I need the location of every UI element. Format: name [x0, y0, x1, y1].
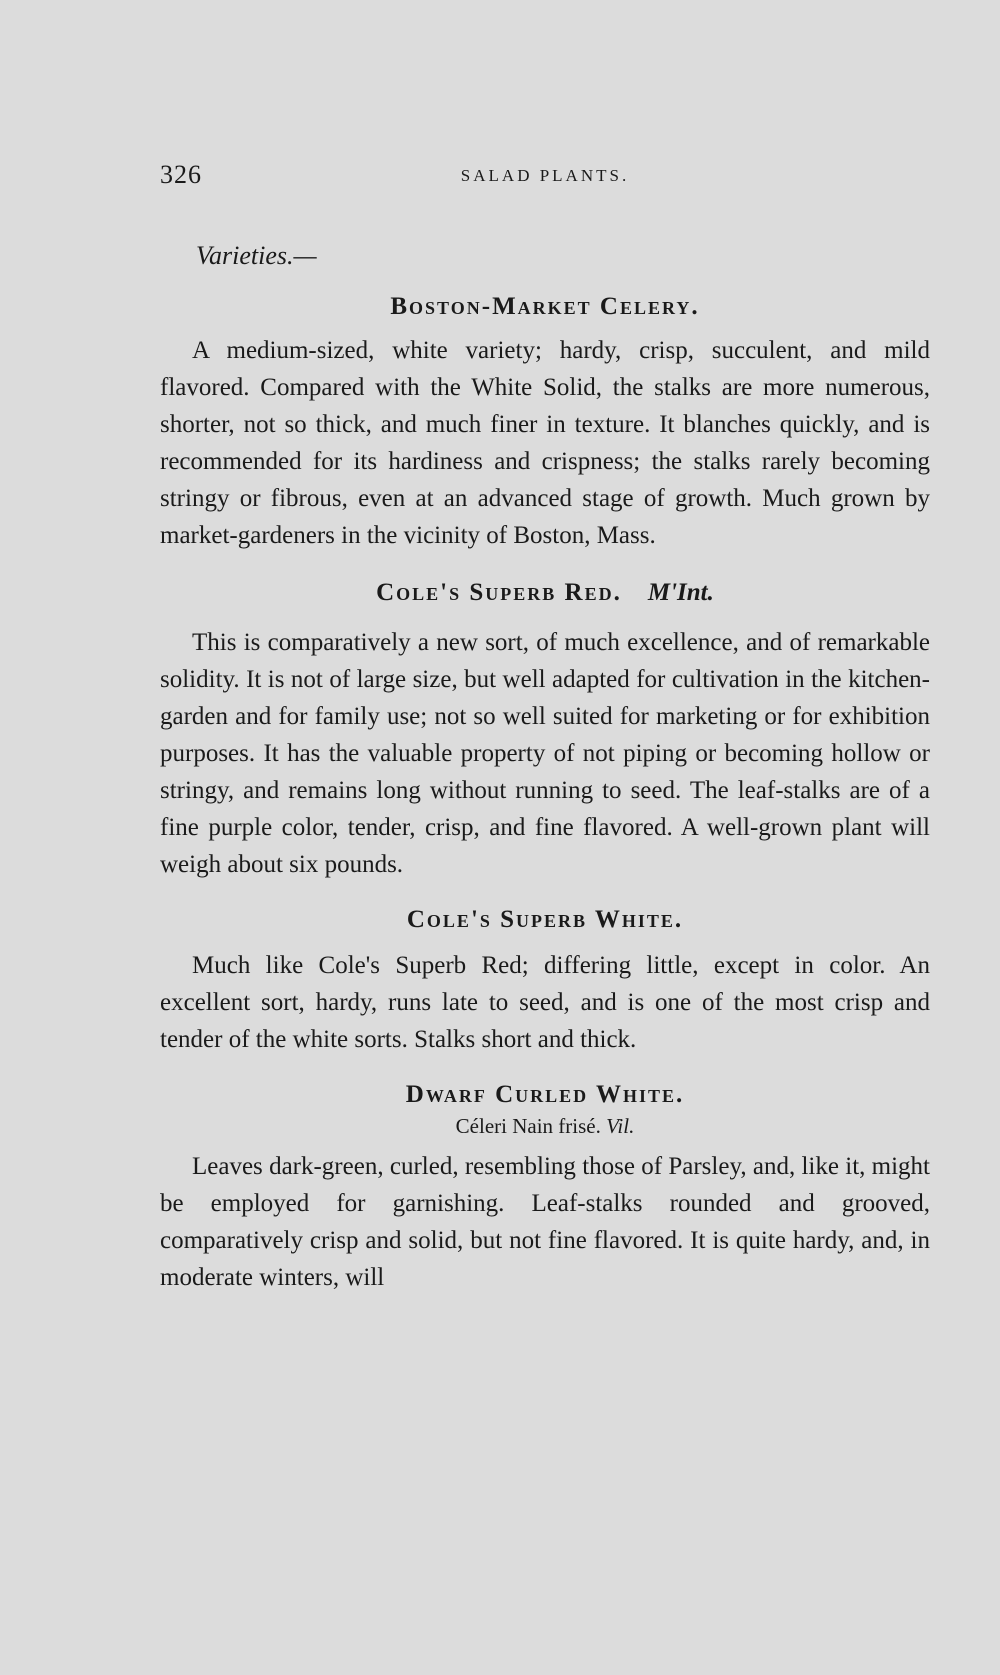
page-content	[160, 236, 930, 1296]
page-number: 326	[160, 160, 202, 189]
section-title: Boston-Market Celery.	[390, 293, 700, 320]
section-heading	[160, 286, 930, 328]
running-head	[160, 160, 930, 200]
running-title: SALAD PLANTS.	[460, 166, 630, 185]
section-title: Dwarf Curled White.	[405, 1081, 685, 1108]
section-paragraph: Leaves dark-green, curled, resembling those of Parsley, and, like it, might be employed for garnishing. Leaf-stalks rounded and grooved, comparatively crisp and solid, but not fine flavored. It is quite hardy, and, in moderate winters, will	[160, 1153, 930, 1291]
section-paragraph: This is comparatively a new sort, of much excellence, and of remarkable solidity. It is not of large size, but well adapted for cultivation in the kitchen-garden and for family use; not so well suited for marketing or for exhibition purposes. It has the valuable property of not piping or becoming hollow or stringy, and remains long without running to seed. The leaf-stalks are of a fine purple color, tender, crisp, and fine flavored. A well-grown plant will weigh about six pounds.	[160, 629, 930, 878]
varieties-intro: Varieties.—	[196, 241, 317, 270]
section-title: Cole's Superb Red.	[376, 579, 622, 606]
section-heading	[160, 899, 930, 941]
section-heading	[160, 572, 930, 614]
section-paragraph: Much like Cole's Superb Red; differing little, except in color. An excellent sort, hardy, runs late to seed, and is one of the most crisp and tender of the white sorts. Stalks short and thick.	[160, 952, 930, 1053]
french-name: Céleri Nain frisé.	[455, 1114, 601, 1138]
section-authority: M'Int.	[647, 579, 714, 606]
subtitle-authority: Vil.	[606, 1114, 635, 1138]
section-paragraph: A medium-sized, white variety; hardy, crisp, succulent, and mild flavored. Compared with the White Solid, the stalks are more numerous, shorter, not so thick, and much finer in texture. It blanches quickly, and is recommended for its hardiness and crispness; the stalks rarely becoming stringy or fibrous, even at an advanced stage of growth. Much grown by market-gardeners in the vicinity of Boston, Mass.	[160, 337, 930, 549]
section-subtitle	[160, 1110, 930, 1142]
section-title: Cole's Superb White.	[406, 906, 684, 933]
